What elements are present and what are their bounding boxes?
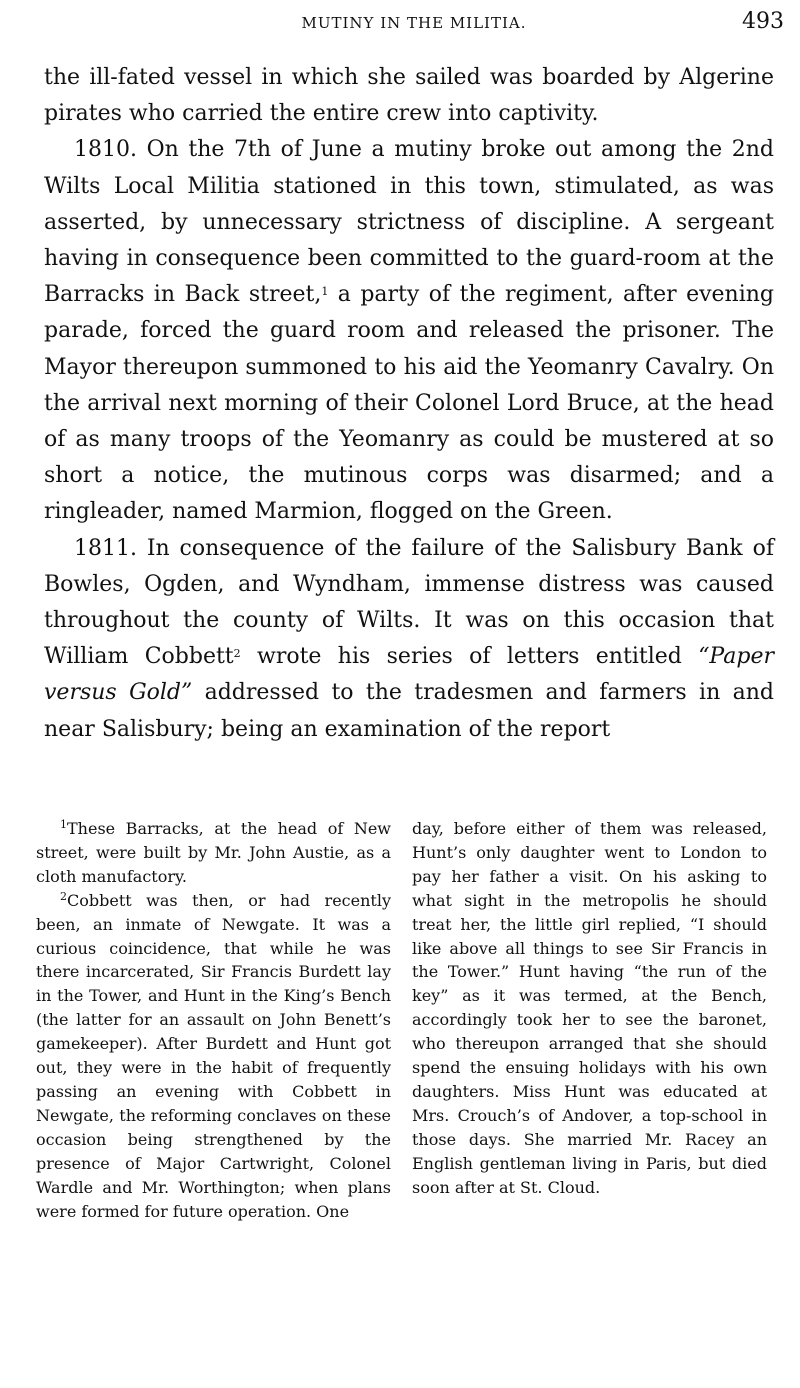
footnote-2-continued	[412, 817, 767, 1200]
footnote-text: day, before either of them was released, Hunt’s only daughter went to London to pay her father a visit. On his asking to what sight in the metropolis he should treat her, the little girl replied, “I should like above all things to see Sir Francis in the Tower.” Hunt having “the run of the key” as it was termed, at the Bench, accordingly took her to see the baronet, who thereupon arranged that she should spend the ensuing holidays with his own daughters. Miss Hunt was educated at Mrs. Crouch’s of Andover, a top-school in those days. She married Mr. Racey an English gentleman living in Paris, but died soon after at St. Cloud.	[412, 819, 767, 1197]
footnote-marker-2: 2	[60, 889, 67, 903]
footnote-column-left	[36, 817, 391, 1223]
paragraph-text: a party of the regiment, after evening parade, forced the guard room and released the prisoner. The Mayor thereupon summoned to his aid the Yeomanry Cavalry. On the arrival next morning of their Colonel Lord Bruce, at the head of as many troops of the Yeomanry as could be mustered at so short a notice, the mutinous corps was disarmed; and a ringleader, named Marmion, flogged on the Green.	[44, 282, 774, 525]
paragraph-continued	[44, 60, 774, 132]
page-number: 493	[742, 9, 784, 34]
footnote-ref-1: 1	[321, 285, 329, 299]
paragraph-text: the ill-fated vessel in which she sailed was boarded by Algerine pirates who carried the entire crew into captivity.	[44, 65, 774, 127]
paragraph-1810	[44, 132, 774, 530]
running-title: MUTINY IN THE MILITIA.	[301, 14, 527, 32]
paragraph-text: addressed to the tradesmen and farmers in and near Salisbury; being an examination of the report	[44, 680, 774, 742]
paragraph-text: 1811. In consequence of the failure of the Salisbury Bank of Bowles, Ogden, and Wyndham, immense distress was caused throughout the county of Wilts. It was on this occasion that William Cobbett	[44, 535, 774, 670]
footnote-1	[36, 817, 391, 889]
main-text	[44, 60, 774, 748]
footnote-marker-1: 1	[60, 818, 67, 831]
footnote-text: These Barracks, at the head of New street, were built by Mr. John Austie, as a cloth manufactory.	[36, 819, 391, 886]
running-head	[44, 8, 784, 38]
footnote-column-right	[412, 817, 767, 1200]
footnote-text: Cobbett was then, or had recently been, an inmate of Newgate. It was a curious coincidence, that while he was there incarcerated, Sir Francis Burdett lay in the Tower, and Hunt in the King’s Bench (the latter for an assault on John Benett’s gamekeeper). After Burdett and Hunt got out, they were in the habit of frequently passing an evening with Cobbett in Newgate, the reforming conclaves on these occasion being strengthened by the presence of Major Cartwright, Colonel Wardle and Mr. Worthington; when plans were formed for future operation. One	[36, 890, 391, 1221]
paragraph-text: wrote his series of letters entitled	[240, 644, 699, 670]
letters-title: “Paper versus Gold”	[44, 644, 774, 706]
footnote-ref-2: 2	[233, 647, 241, 661]
paragraph-1811	[44, 531, 774, 748]
footnote-2	[36, 889, 391, 1224]
paragraph-text: 1810. On the 7th of June a mutiny broke out among the 2nd Wilts Local Militia stationed in this town, stimulated, as was asserted, by unnecessary strictness of discipline. A sergeant having in consequence been committed to the guard-room at the Barracks in Back street,	[44, 137, 774, 308]
